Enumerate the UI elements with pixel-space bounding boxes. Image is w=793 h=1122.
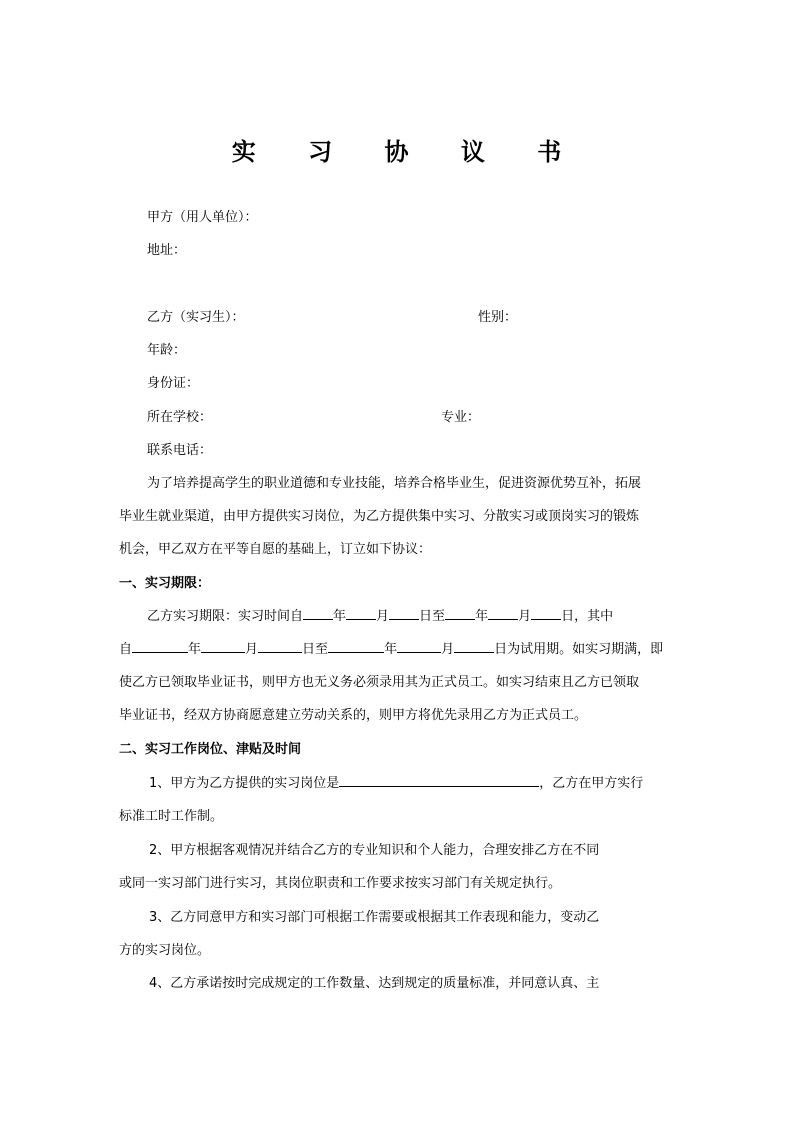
preamble-paragraph [119,467,675,566]
blank-line [389,605,419,620]
preamble-line: 机会，甲乙双方在平等自愿的基础上，订立如下协议： [119,542,432,557]
paragraph-line: 标准工时工作制。 [119,809,224,824]
major-label: 专业： [441,410,481,425]
id-card-label: 身份证： [147,376,200,391]
preamble-line: 毕业生就业渠道，由甲方提供实习岗位，为乙方提供集中实习、分散实习或顶岗实习的锻炼 [119,509,640,524]
text: 年 [384,642,398,657]
text: 月 [518,609,532,624]
preamble-line: 为了培养提高学生的职业道德和专业技能，培养合格毕业生，促进资源优势互补，拓展 [147,476,642,491]
section-2-item-3 [119,901,675,967]
text: 乙方实习期限：实习时间自 [147,609,304,624]
section-2-item-4 [119,967,675,1000]
gender-label: 性别： [478,310,518,325]
paragraph-line: 4、乙方承诺按时完成规定的工作数量、达到规定的质量标准，并同意认真、主 [149,976,600,991]
party-b-label: 乙方（实习生）： [147,310,245,325]
paragraph-line: 2、甲方根据客观情况并结合乙方的专业知识和个人能力，合理安排乙方在不同 [149,843,600,858]
paragraph-line: 3、乙方同意甲方和实习部门可根据工作需要或根据其工作表现和能力，变动乙 [149,910,600,925]
paragraph-line: 使乙方已领取毕业证书，则甲方也无义务必须录用其为正式员工。如实习结束且乙方已领取 [119,675,640,690]
section-1-heading: 一、实习期限： [119,576,211,591]
blank-line [258,638,302,653]
text: 日，其中 [561,609,614,624]
text: 月 [441,642,455,657]
address-label: 地址： [147,243,187,258]
text: 年 [333,609,347,624]
text: 日至 [419,609,446,624]
paragraph-line: 或同一实习部门进行实习，其岗位职责和工作要求按实习部门有关规定执行。 [119,876,562,891]
paragraph-line [119,767,675,800]
text: 1、甲方为乙方提供的实习岗位是 [149,776,340,791]
probation-period-line [119,633,675,666]
school-label: 所在学校： [147,410,213,425]
blank-line [454,638,494,653]
phone-label: 联系电话： [147,443,213,458]
blank-line [488,605,518,620]
blank-line [339,772,539,787]
text: ，乙方在甲方实行 [539,776,644,791]
blank-line [397,638,441,653]
section-2-item-2 [119,834,675,900]
internship-period-line [119,600,675,633]
blank-line [328,638,384,653]
text: 月 [245,642,259,657]
text: 日至 [302,642,329,657]
blank-line [445,605,475,620]
text: 年 [475,609,489,624]
text: 年 [188,642,202,657]
text: 月 [376,609,390,624]
party-a-label: 甲方（用人单位）： [147,210,258,225]
section-2-heading: 二、实习工作岗位、津贴及时间 [119,742,302,757]
blank-line [303,605,333,620]
text: 日为试用期。如实习期满，即 [494,642,664,657]
section-2-item-1 [119,767,675,833]
paragraph-line: 方的实习岗位。 [119,943,211,958]
section-1-body [119,600,675,732]
age-label: 年龄： [147,343,187,358]
blank-line [531,605,561,620]
blank-line [201,638,245,653]
text: 自 [119,642,133,657]
blank-line [346,605,376,620]
blank-line [132,638,188,653]
paragraph-line: 毕业证书，经双方协商愿意建立劳动关系的，则甲方将优先录用乙方为正式员工。 [119,708,588,723]
document-title: 实 习 协 议 书 [231,138,584,166]
